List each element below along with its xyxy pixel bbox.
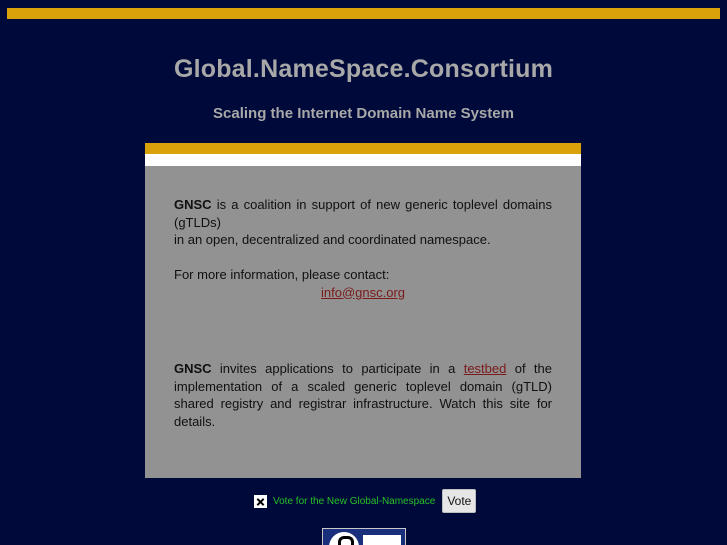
close-icon	[254, 495, 267, 508]
site-tagline: Scaling the Internet Domain Name System	[213, 105, 514, 122]
panel-white-bar	[145, 154, 581, 166]
org-name-2: GNSC	[174, 361, 212, 376]
org-name: GNSC	[174, 197, 212, 212]
email-link[interactable]: info@gnsc.org	[320, 284, 406, 300]
content-panel	[145, 166, 581, 478]
lock-icon	[329, 532, 359, 545]
testbed-link[interactable]: testbed	[463, 361, 507, 376]
site-title: Global.NameSpace.Consortium	[173, 55, 554, 83]
contact-text: For more information, please contact:	[174, 267, 390, 282]
email-line	[174, 284, 552, 302]
intro-text-2: in an open, decentralized and coordinated namespace.	[174, 232, 491, 247]
intro-text: is a coalition in support of new generic toplevel domains (gTLDs)	[174, 197, 552, 230]
vote-row	[254, 489, 476, 513]
testbed-paragraph	[174, 360, 552, 430]
testbed-before: invites applications to participate in a	[211, 361, 464, 376]
panel-accent-bar	[145, 143, 581, 154]
intro-paragraph	[174, 196, 552, 249]
footer-badge[interactable]	[322, 528, 406, 545]
top-accent-bar	[7, 8, 720, 19]
vote-button[interactable]: Vote	[442, 489, 476, 513]
badge-stripe	[363, 535, 401, 545]
vote-label: Vote for the New Global-Namespace	[273, 495, 436, 507]
testbed-after: of the implementation of a scaled generic toplevel domain (gTLD) shared registry and registrar infrastructure. Watch this site for details.	[174, 361, 552, 429]
contact-paragraph	[174, 266, 552, 301]
